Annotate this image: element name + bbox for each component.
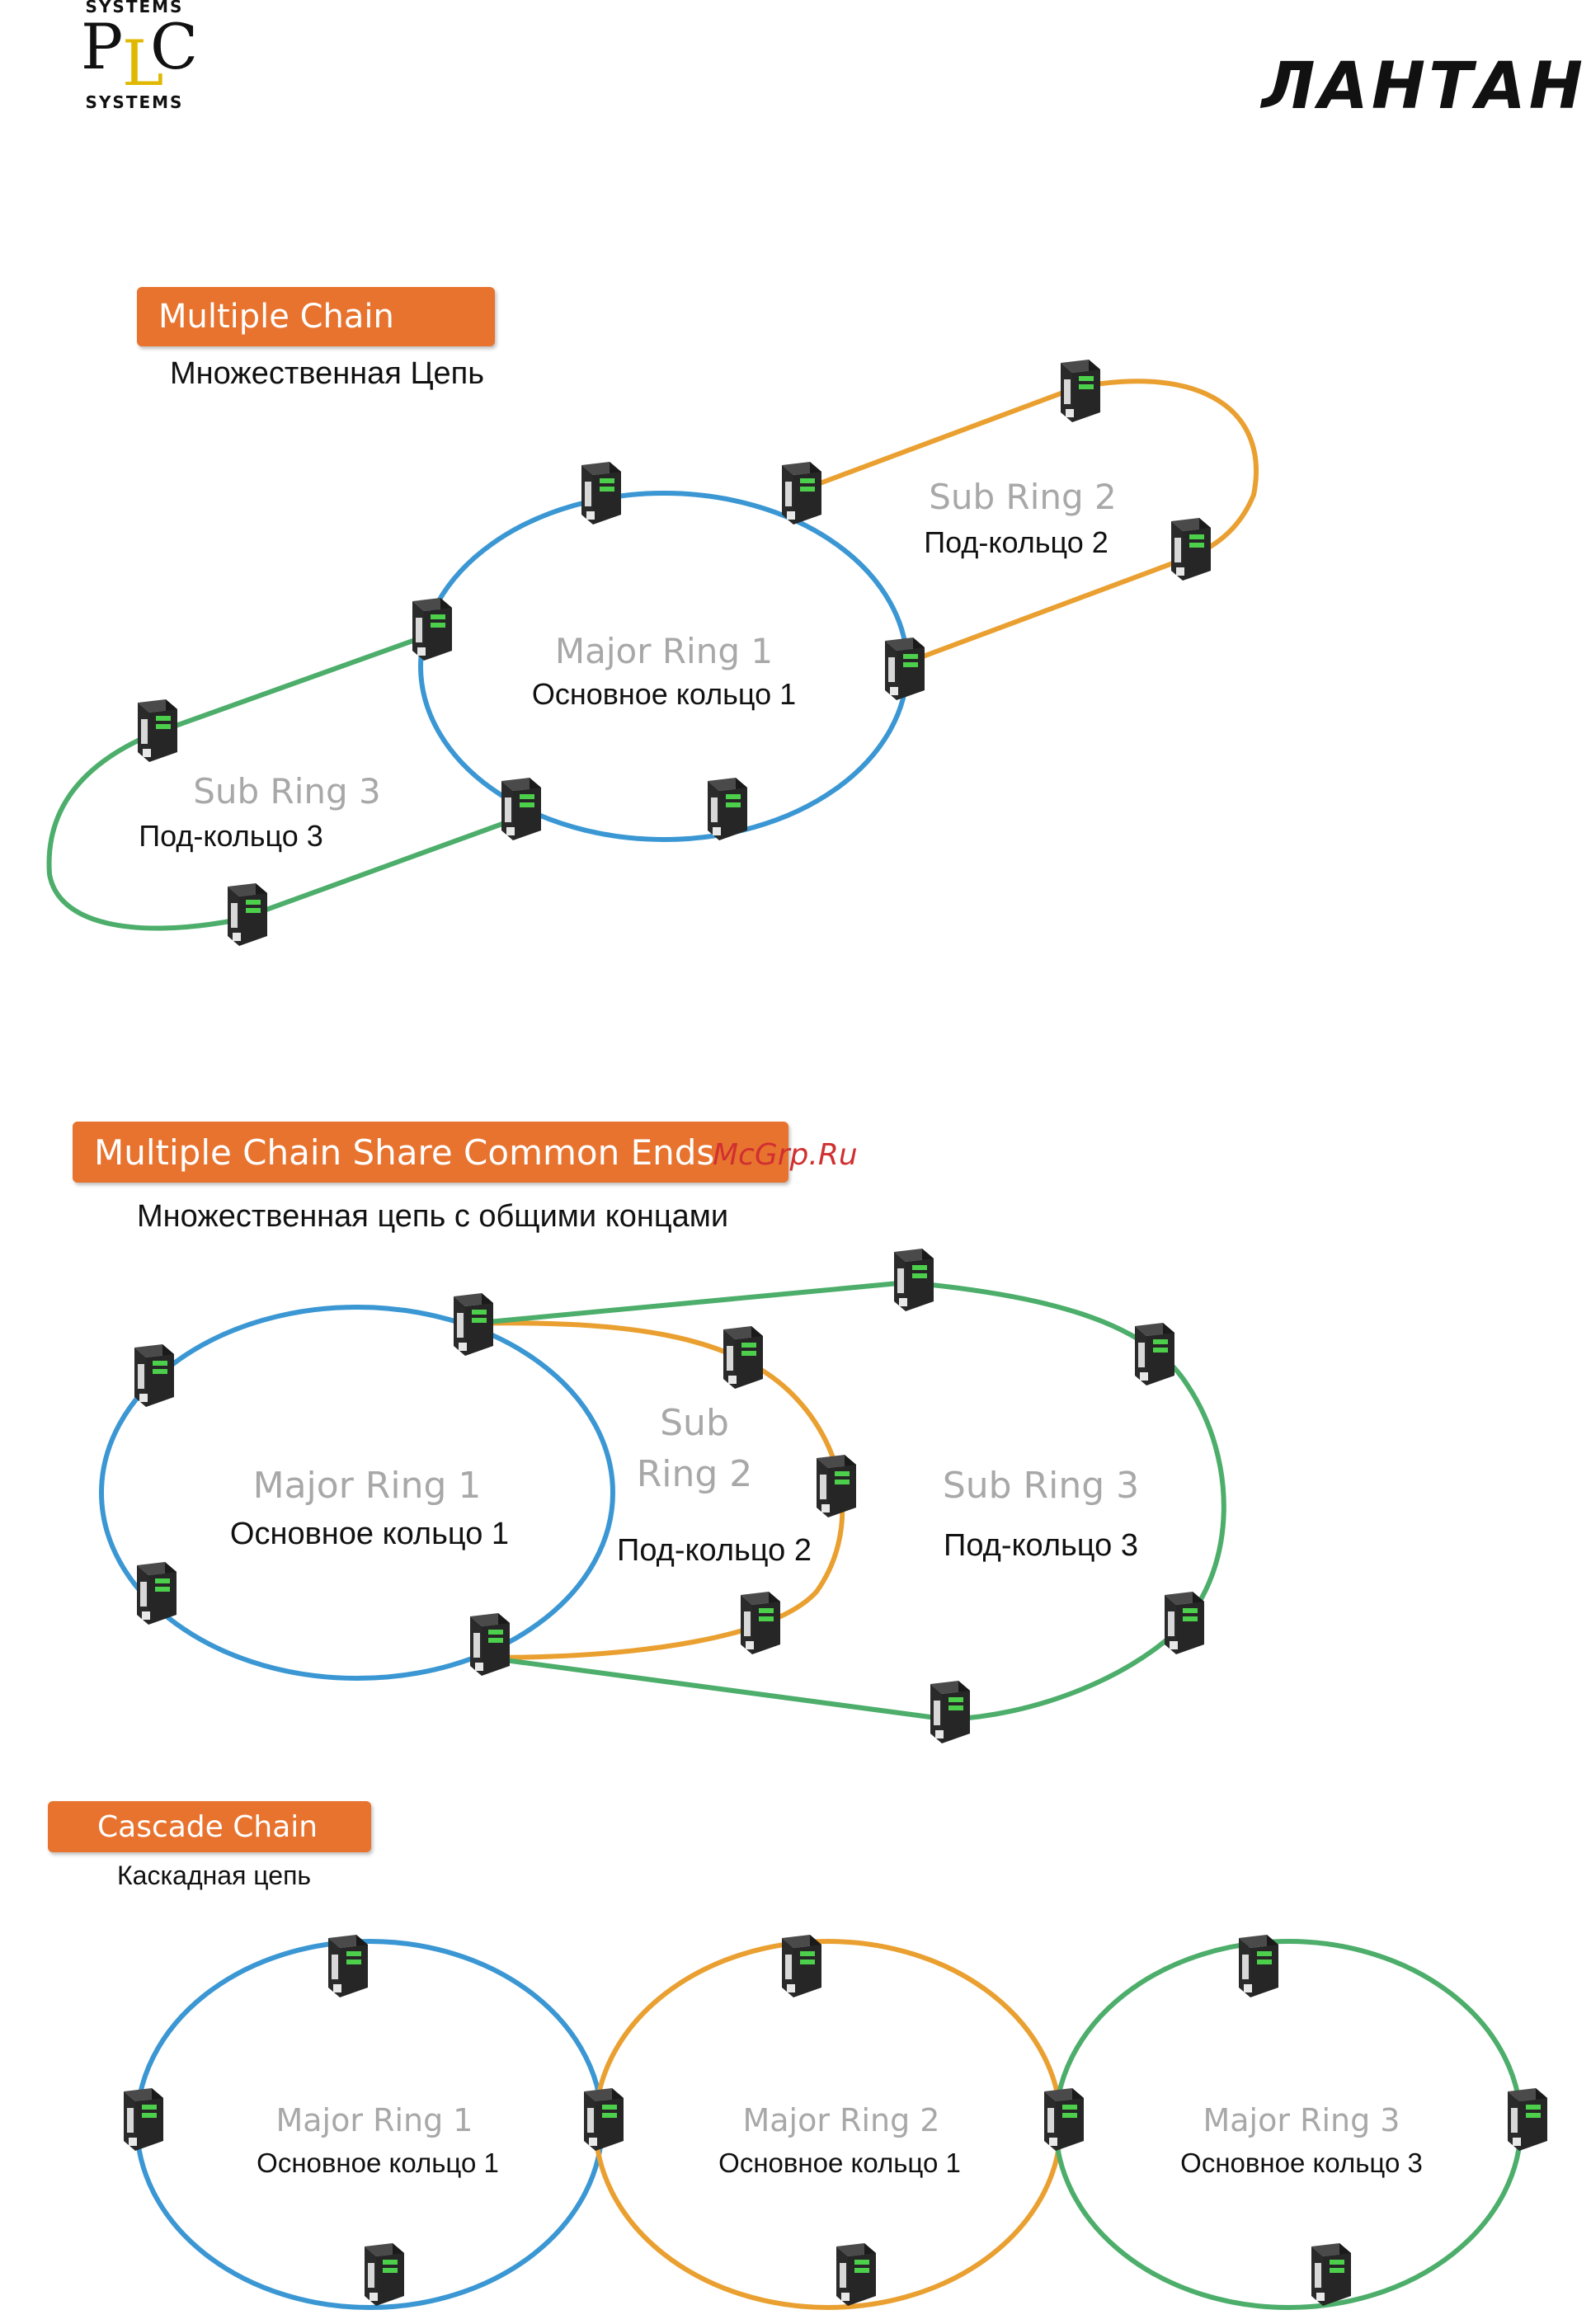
switch-icon (137, 1562, 177, 1625)
switch-icon (412, 598, 452, 661)
mc-sub-ring-2-title: Sub Ring 2 (929, 477, 1117, 517)
switch-icon (817, 1455, 856, 1517)
switch-icon (836, 2243, 876, 2306)
switch-icon (1171, 518, 1211, 581)
switch-icon (708, 778, 747, 840)
switch-icon (782, 1935, 821, 1997)
cascade-badge: Cascade Chain (48, 1801, 371, 1852)
switch-icon (1061, 360, 1100, 422)
switch-icon (1508, 2088, 1547, 2151)
switch-icon (885, 637, 925, 700)
watermark-text: McGrp.Ru (713, 1138, 858, 1172)
mc-sub-ring-3-title: Sub Ring 3 (193, 771, 381, 812)
switch-icon (328, 1935, 368, 1997)
mc-sub-ring-3-subtitle: Под-кольцо 3 (139, 819, 323, 853)
switch-icon (581, 462, 621, 525)
cc-major-ring-2-title: Major Ring 2 (742, 2102, 940, 2138)
se-sub-ring-3-title: Sub Ring 3 (942, 1465, 1140, 1507)
mc-major-ring-1-title: Major Ring 1 (554, 631, 774, 671)
shared-ends-diagram (101, 1249, 1224, 1743)
mc-sub-ring-2-subtitle: Под-кольцо 2 (924, 525, 1109, 559)
switch-icon (584, 2088, 624, 2151)
se-sub-ring-2-title-line2: Ring 2 (636, 1453, 753, 1495)
multiple-chain-badge: Multiple Chain (137, 287, 495, 346)
cc-major-ring-3-title: Major Ring 3 (1203, 2102, 1400, 2138)
switch-icon (1311, 2243, 1351, 2306)
switch-icon (501, 778, 541, 840)
mc-major-ring-1-subtitle: Основное кольцо 1 (531, 677, 797, 711)
switch-icon (124, 2088, 163, 2151)
switch-icon (1239, 1935, 1278, 1997)
shared-ends-badge: Multiple Chain Share Common Ends (73, 1122, 788, 1183)
switch-icon (134, 1344, 174, 1407)
cc-major-ring-3-subtitle: Основное кольцо 3 (1180, 2148, 1423, 2178)
plc-logo-top-word: SYSTEMS (85, 0, 184, 16)
switch-icon (1135, 1323, 1174, 1385)
switch-icon (723, 1326, 763, 1389)
switch-icon (1165, 1592, 1204, 1654)
switch-icon (1044, 2088, 1084, 2151)
switch-icon (138, 699, 177, 762)
cascade-diagram (124, 1935, 1547, 2308)
switch-icon (365, 2243, 404, 2306)
switch-icon (741, 1592, 780, 1654)
cc-major-ring-2-subtitle: Основное кольцо 1 (718, 2148, 961, 2178)
multiple-chain-subtitle: Множественная Цепь (170, 356, 485, 391)
se-sub-ring-2-title-line1: Sub (660, 1402, 729, 1444)
shared-ends-subtitle: Множественная цепь с общими концами (137, 1199, 729, 1234)
switch-icon (228, 883, 267, 946)
cc-major-ring-1-subtitle: Основное кольцо 1 (257, 2148, 499, 2178)
switch-icon (782, 462, 821, 525)
switch-icon (470, 1613, 510, 1676)
switch-icon (454, 1293, 493, 1356)
lantan-logo: ЛАНТАН (1261, 49, 1586, 124)
se-major-ring-1-subtitle: Основное кольцо 1 (229, 1517, 510, 1551)
multiple-chain-diagram (49, 360, 1256, 946)
plc-logo-mark: P L C (81, 10, 199, 100)
se-sub-ring-2-subtitle: Под-кольцо 2 (617, 1533, 812, 1568)
cc-major-ring-1-title: Major Ring 1 (275, 2102, 473, 2138)
se-major-ring-1-title: Major Ring 1 (252, 1465, 482, 1507)
se-sub-ring-3-subtitle: Под-кольцо 3 (944, 1528, 1138, 1563)
switch-icon (894, 1249, 934, 1311)
cascade-subtitle: Каскадная цепь (117, 1861, 312, 1890)
plc-logo-bottom-word: SYSTEMS (85, 92, 184, 112)
switch-icon (930, 1681, 970, 1743)
